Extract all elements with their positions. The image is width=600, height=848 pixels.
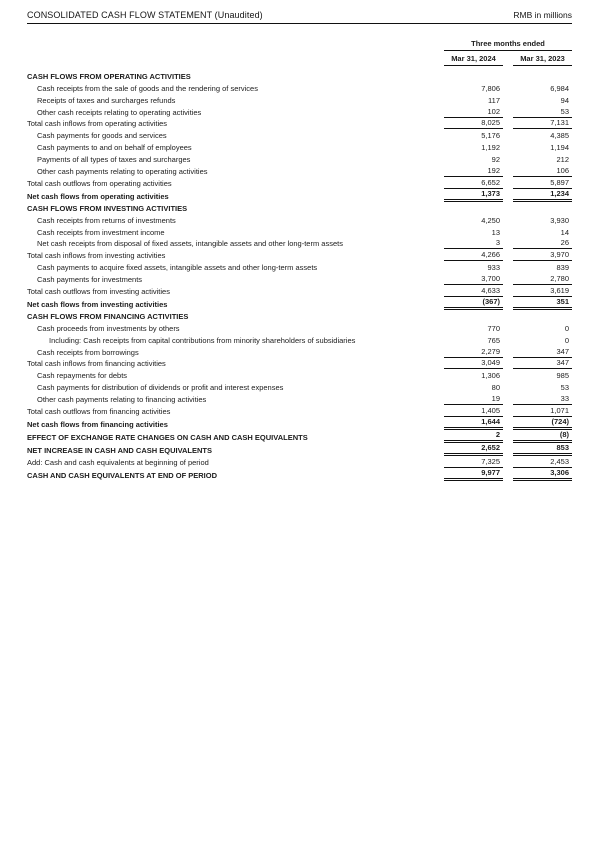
- value-v1: 19: [444, 394, 503, 405]
- value-v1: (367): [444, 297, 503, 310]
- value-v1: 1,306: [481, 371, 500, 381]
- row-label: Cash receipts from investment income: [37, 227, 165, 237]
- row-label: Total cash inflows from investing activities: [27, 251, 166, 261]
- table-row: [27, 189, 572, 202]
- value-v2: 347: [513, 358, 572, 369]
- row-label: Cash payments for distribution of dividends or profit and interest expenses: [37, 383, 284, 393]
- statement-table-body: [27, 70, 572, 481]
- row-label: Cash payments for investments: [37, 275, 143, 285]
- value-v2: 26: [513, 238, 572, 249]
- value-v2: 3,619: [513, 286, 572, 297]
- value-v1: 3,049: [444, 358, 503, 369]
- table-row: [27, 226, 572, 238]
- row-label: CASH FLOWS FROM INVESTING ACTIVITIES: [27, 203, 188, 213]
- value-v2: 14: [560, 227, 569, 237]
- value-v1: 1,373: [444, 189, 503, 202]
- row-label: NET INCREASE IN CASH AND CASH EQUIVALENTS: [27, 446, 213, 456]
- table-row: [27, 456, 572, 468]
- value-v1: 102: [444, 107, 503, 118]
- row-label: Add: Cash and cash equivalents at beginning of period: [27, 457, 209, 467]
- value-v2: 985: [556, 371, 569, 381]
- row-label: Total cash inflows from financing activities: [27, 359, 166, 369]
- table-row: [27, 118, 572, 130]
- value-v2: 2,780: [513, 274, 572, 285]
- table-row: [27, 334, 572, 346]
- row-label: Other cash payments relating to financing activities: [37, 395, 207, 405]
- column-header-2023: Mar 31, 2023: [513, 54, 572, 66]
- table-row: [27, 285, 572, 297]
- row-label: Net cash flows from investing activities: [27, 300, 168, 310]
- value-v1: 4,266: [444, 250, 503, 261]
- value-v2: 853: [513, 443, 572, 456]
- period-header-block: [444, 39, 572, 66]
- value-v1: 80: [491, 383, 500, 393]
- value-v1: 5,176: [481, 131, 500, 141]
- row-label: Cash payments to and on behalf of employees: [37, 143, 192, 153]
- value-v2: 1,194: [550, 143, 569, 153]
- row-label: EFFECT OF EXCHANGE RATE CHANGES ON CASH AND CASH EQUIVALENTS: [27, 433, 308, 443]
- page-title: CONSOLIDATED CASH FLOW STATEMENT (Unaudited): [27, 10, 263, 20]
- table-row: [27, 249, 572, 261]
- table-row: [27, 346, 572, 358]
- value-v1: 1,405: [444, 406, 503, 417]
- row-label: Total cash outflows from financing activities: [27, 407, 171, 417]
- table-row: [27, 141, 572, 153]
- row-label: Net cash receipts from disposal of fixed assets, intangible assets and other long-term assets: [37, 239, 343, 249]
- table-row: [27, 70, 572, 82]
- table-row: [27, 129, 572, 141]
- table-row: [27, 381, 572, 393]
- table-row: [27, 369, 572, 381]
- value-v2: (8): [513, 430, 572, 443]
- row-label: Receipts of taxes and surcharges refunds: [37, 95, 176, 105]
- table-row: [27, 202, 572, 214]
- table-row: [27, 443, 572, 456]
- value-v1: 2,279: [444, 347, 503, 358]
- value-v2: (724): [513, 417, 572, 430]
- value-v2: 7,131: [513, 118, 572, 129]
- value-v2: 3,930: [550, 215, 569, 225]
- row-label: Cash receipts from borrowings: [37, 347, 139, 357]
- row-label: Total cash outflows from operating activities: [27, 178, 172, 188]
- table-row: [27, 297, 572, 310]
- table-row: [27, 405, 572, 417]
- table-row: [27, 82, 572, 94]
- value-v2: 2,453: [513, 457, 572, 468]
- table-row: [27, 94, 572, 106]
- value-v2: 94: [560, 95, 569, 105]
- table-row: [27, 238, 572, 250]
- row-label: Cash receipts from returns of investments: [37, 215, 176, 225]
- value-v1: 192: [444, 166, 503, 177]
- value-v1: 1,192: [481, 143, 500, 153]
- value-v1: 1,644: [444, 417, 503, 430]
- table-row: [27, 417, 572, 430]
- value-v1: 8,025: [444, 118, 503, 129]
- value-v1: 2,652: [444, 443, 503, 456]
- value-v1: 13: [491, 227, 500, 237]
- table-row: [27, 310, 572, 322]
- table-row: [27, 393, 572, 405]
- date-columns: [444, 54, 572, 66]
- value-v1: 6,652: [444, 178, 503, 189]
- table-row: [27, 261, 572, 273]
- value-v2: 6,984: [550, 83, 569, 93]
- table-row: [27, 214, 572, 226]
- table-row: [27, 177, 572, 189]
- table-row: [27, 165, 572, 177]
- value-v2: 0: [564, 323, 569, 333]
- value-v2: 351: [513, 297, 572, 310]
- table-column-headers: [27, 39, 572, 66]
- value-v1: 4,633: [444, 286, 503, 297]
- value-v2: 3,306: [513, 468, 572, 481]
- row-label: Cash repayments for debts: [37, 371, 128, 381]
- value-v2: 1,071: [513, 406, 572, 417]
- row-label: Cash payments to acquire fixed assets, intangible assets and other long-term assets: [37, 263, 318, 273]
- value-v1: 765: [487, 335, 500, 345]
- row-label: Net cash flows from financing activities: [27, 420, 168, 430]
- value-v2: 212: [556, 155, 569, 165]
- value-v2: 3,970: [513, 250, 572, 261]
- value-v1: 7,325: [444, 457, 503, 468]
- value-v2: 53: [560, 383, 569, 393]
- table-row: [27, 430, 572, 443]
- row-label: Cash proceeds from investments by others: [37, 323, 180, 333]
- value-v1: 117: [488, 95, 500, 105]
- value-v2: 347: [513, 347, 572, 358]
- column-header-2024: Mar 31, 2024: [444, 54, 503, 66]
- value-v2: 4,385: [550, 131, 569, 141]
- table-row: [27, 468, 572, 481]
- value-v1: 2: [444, 430, 503, 443]
- value-v2: 1,234: [513, 189, 572, 202]
- value-v2: 5,897: [513, 178, 572, 189]
- value-v1: 3,700: [444, 274, 503, 285]
- row-label: CASH FLOWS FROM OPERATING ACTIVITIES: [27, 71, 191, 81]
- currency-unit-label: RMB in millions: [513, 10, 572, 20]
- row-label: Total cash outflows from investing activities: [27, 287, 170, 297]
- value-v2: 106: [513, 166, 572, 177]
- table-row: [27, 322, 572, 334]
- value-v1: 9,977: [444, 468, 503, 481]
- value-v1: 933: [487, 263, 500, 273]
- row-label: Net cash flows from operating activities: [27, 191, 169, 201]
- value-v2: 0: [564, 335, 569, 345]
- row-label: Cash receipts from the sale of goods and the rendering of services: [37, 83, 258, 93]
- value-v2: 33: [513, 394, 572, 405]
- table-row: [27, 106, 572, 118]
- value-v1: 7,806: [481, 83, 500, 93]
- table-row: [27, 273, 572, 285]
- table-row: [27, 153, 572, 165]
- value-v2: 53: [513, 107, 572, 118]
- row-label: CASH FLOWS FROM FINANCING ACTIVITIES: [27, 311, 189, 321]
- row-label: Total cash inflows from operating activities: [27, 119, 168, 129]
- table-row: [27, 358, 572, 370]
- row-label: CASH AND CASH EQUIVALENTS AT END OF PERIOD: [27, 470, 218, 480]
- row-label: Payments of all types of taxes and surcharges: [37, 155, 191, 165]
- row-label: Including: Cash receipts from capital contributions from minority shareholders of subsidiaries: [49, 335, 356, 345]
- value-v2: 839: [556, 263, 569, 273]
- value-v1: 92: [491, 155, 500, 165]
- value-v1: 770: [487, 323, 500, 333]
- value-v1: 4,250: [481, 215, 500, 225]
- row-label: Other cash receipts relating to operating activities: [37, 107, 202, 117]
- value-v1: 3: [444, 238, 503, 249]
- row-label: Other cash payments relating to operating activities: [37, 167, 208, 177]
- row-label: Cash payments for goods and services: [37, 131, 167, 141]
- period-header: Three months ended: [444, 39, 572, 51]
- document-header: [27, 10, 572, 24]
